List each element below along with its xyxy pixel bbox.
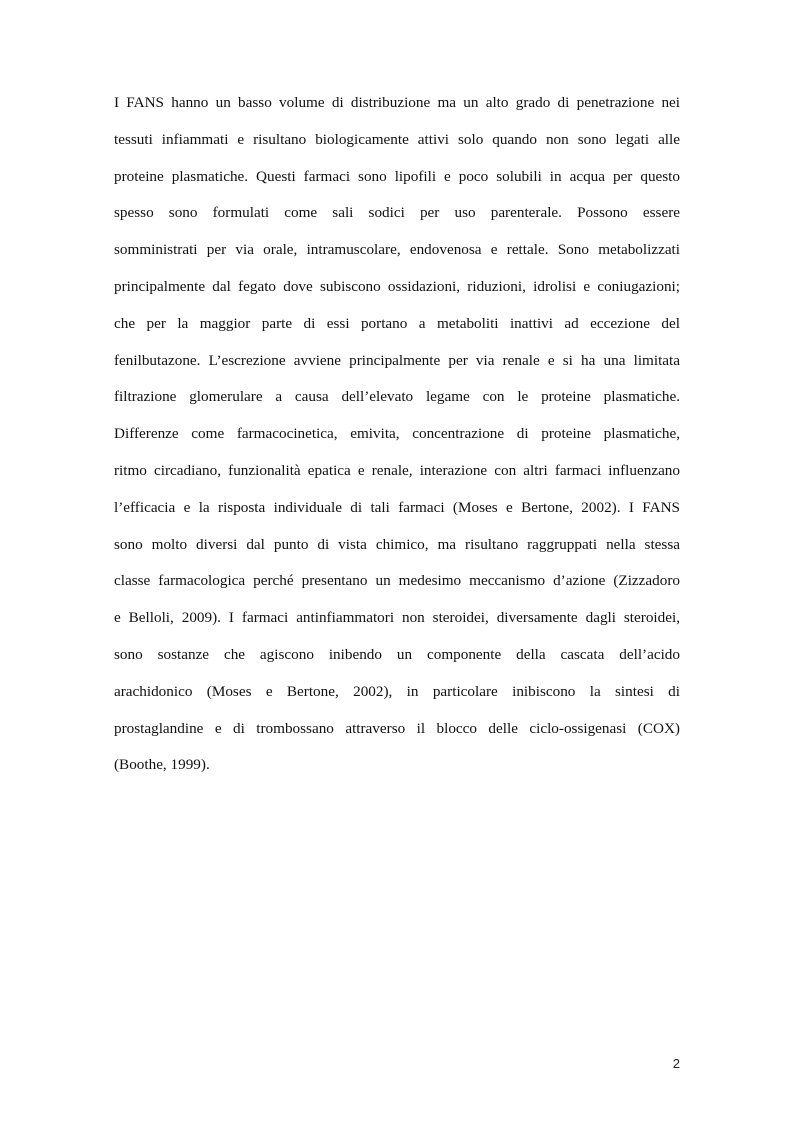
paragraph-line-1: I FANS hanno un basso volume di distribuzione ma un alto grado di penetrazione nei <box>114 94 680 111</box>
paragraph-line-12: l’efficacia e la risposta individuale di tali farmaci (Moses e Bertone, 2002). I FANS <box>114 498 680 516</box>
paragraph-line-3: proteine plasmatiche. Questi farmaci sono lipofili e poco solubili in acqua per questo <box>114 167 680 185</box>
paragraph-line-14: classe farmacologica perché presentano un medesimo meccanismo d’azione (Zizzadoro <box>114 572 680 590</box>
paragraph-line-18: prostaglandine e di trombossano attraverso il blocco delle ciclo-ossigenasi (COX) <box>114 719 680 737</box>
paragraph-line-5: somministrati per via orale, intramuscolare, endovenosa e rettale. Sono metabolizzati <box>114 241 680 259</box>
paragraph-line-8: fenilbutazone. L’escrezione avviene principalmente per via renale e si ha una limitata <box>114 351 680 369</box>
page-number: 2 <box>672 1056 680 1071</box>
paragraph-line-11: ritmo circadiano, funzionalità epatica e renale, interazione con altri farmaci influenzano <box>114 461 680 479</box>
body-paragraph <box>114 89 680 788</box>
paragraph-line-10: Differenze come farmacocinetica, emivita, concentrazione di proteine plasmatiche, <box>114 425 680 443</box>
paragraph-line-19: (Boothe, 1999). <box>114 756 210 774</box>
paragraph-line-7: che per la maggior parte di essi portano a metaboliti inattivi ad eccezione del <box>114 314 680 332</box>
paragraph-line-6: principalmente dal fegato dove subiscono ossidazioni, riduzioni, idrolisi e coniugazioni; <box>114 277 680 295</box>
paragraph-line-17: arachidonico (Moses e Bertone, 2002), in particolare inibiscono la sintesi di <box>114 682 680 700</box>
paragraph-line-13: sono molto diversi dal punto di vista chimico, ma risultano raggruppati nella stessa <box>114 535 680 553</box>
paragraph-line-4: spesso sono formulati come sali sodici per uso parenterale. Possono essere <box>114 204 680 222</box>
paragraph-line-15: e Belloli, 2009). I farmaci antinfiammatori non steroidei, diversamente dagli steroidei, <box>114 609 680 627</box>
paragraph-line-2: tessuti infiammati e risultano biologicamente attivi solo quando non sono legati alle <box>114 130 680 148</box>
paragraph-line-9: filtrazione glomerulare a causa dell’elevato legame con le proteine plasmatiche. <box>114 388 680 406</box>
paragraph-line-16: sono sostanze che agiscono inibendo un componente della cascata dell’acido <box>114 645 680 663</box>
